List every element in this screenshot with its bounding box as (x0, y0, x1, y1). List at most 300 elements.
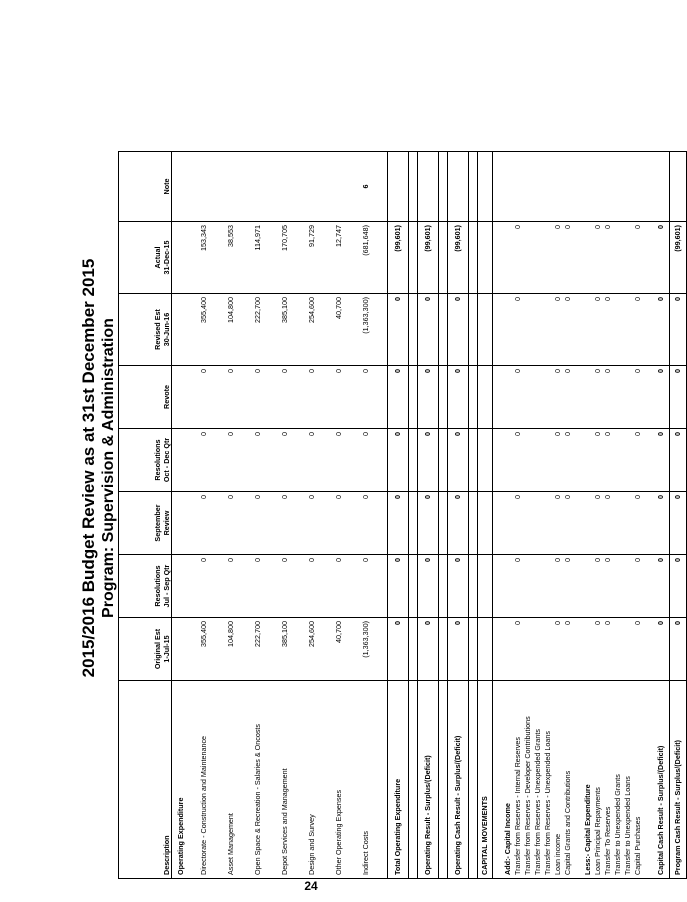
cell-orig: 0 (448, 618, 469, 681)
cell-sep (583, 492, 593, 555)
cell-r2 (523, 429, 533, 492)
cell-act (523, 222, 533, 294)
cell-orig: 222,700 (244, 618, 271, 681)
row-label: Transfer from Reserves - Unexpended Loans (543, 681, 553, 879)
program-title: Program: Supervision & Administration (100, 318, 117, 618)
cell-orig (523, 618, 533, 681)
cell-est (172, 294, 191, 366)
cell-sep: 0 (670, 492, 687, 555)
cell-r1: 0 (271, 555, 298, 618)
row-label: Operating Result - Surplus/(Deficit) (418, 681, 439, 879)
cell-r2: 0 (244, 429, 271, 492)
cell-r1: 0 (190, 555, 217, 618)
cell-r2 (478, 429, 493, 492)
cell-r1 (439, 555, 448, 618)
cell-est: 0 (448, 294, 469, 366)
cell-r2 (583, 429, 593, 492)
cell-note (533, 152, 543, 222)
cell-note (325, 152, 352, 222)
cell-act: (99,601) (448, 222, 469, 294)
cell-r2: 0 (653, 429, 670, 492)
cell-rev (439, 366, 448, 429)
row-label (409, 681, 418, 879)
cell-est (613, 294, 623, 366)
cell-r2 (439, 429, 448, 492)
table-row (448, 152, 469, 879)
table-row (172, 152, 191, 879)
cell-r1: 0 (418, 555, 439, 618)
table-row (573, 152, 583, 879)
row-label: Program Cash Result - Surplus/(Deficit) (670, 681, 687, 879)
cell-act: 12,747 (325, 222, 352, 294)
row-label: Loan Principal Repayments (593, 681, 603, 879)
cell-note (503, 152, 513, 222)
table-row (298, 152, 325, 879)
cell-act: (99,601) (388, 222, 409, 294)
cell-r1: 0 (513, 555, 523, 618)
col-sept-review: September Review (119, 492, 172, 555)
cell-rev: 0 (593, 366, 603, 429)
cell-sep (409, 492, 418, 555)
cell-note (653, 152, 670, 222)
row-label: Depot Services and Management (271, 681, 298, 879)
cell-rev: 0 (190, 366, 217, 429)
table-header-row (119, 152, 172, 879)
cell-orig: 0 (603, 618, 613, 681)
cell-act (379, 222, 388, 294)
cell-r2: 0 (217, 429, 244, 492)
cell-act (623, 222, 633, 294)
cell-rev: 0 (352, 366, 379, 429)
cell-r1 (503, 555, 513, 618)
cell-est: 385,100 (271, 294, 298, 366)
cell-r2 (409, 429, 418, 492)
cell-act: 0 (633, 222, 643, 294)
cell-act: (99,601) (670, 222, 687, 294)
cell-note (244, 152, 271, 222)
cell-rev: 0 (217, 366, 244, 429)
cell-note (418, 152, 439, 222)
cell-rev (543, 366, 553, 429)
cell-est: 355,400 (190, 294, 217, 366)
cell-sep: 0 (298, 492, 325, 555)
cell-note (217, 152, 244, 222)
cell-est (643, 294, 653, 366)
section-heading: Add:- Capital Income (503, 681, 513, 879)
table-row (670, 152, 687, 879)
page-title: 2015/2016 Budget Review as at 31st December 2015 (79, 258, 98, 678)
cell-note (553, 152, 563, 222)
cell-rev (623, 366, 633, 429)
cell-sep: 0 (388, 492, 409, 555)
cell-rev (478, 366, 493, 429)
cell-est (583, 294, 593, 366)
row-label: Loan income (553, 681, 563, 879)
cell-est: 0 (633, 294, 643, 366)
cell-sep: 0 (553, 492, 563, 555)
cell-est (543, 294, 553, 366)
cell-rev (469, 366, 478, 429)
col-res-jul-sep: Resolutions Jul - Sep Qtr (119, 555, 172, 618)
cell-r1: 0 (653, 555, 670, 618)
cell-act: 170,705 (271, 222, 298, 294)
cell-r1 (478, 555, 493, 618)
cell-r1 (409, 555, 418, 618)
cell-est (523, 294, 533, 366)
cell-orig: 0 (593, 618, 603, 681)
col-res-oct-dec: Resolutions Oct - Dec Qtr (119, 429, 172, 492)
cell-rev (379, 366, 388, 429)
cell-note (543, 152, 553, 222)
cell-est: 0 (653, 294, 670, 366)
cell-rev (533, 366, 543, 429)
table-row (543, 152, 553, 879)
cell-orig (533, 618, 543, 681)
cell-r1: 0 (325, 555, 352, 618)
cell-est: 40,700 (325, 294, 352, 366)
cell-sep (503, 492, 513, 555)
cell-sep (469, 492, 478, 555)
cell-note (493, 152, 504, 222)
cell-r2 (533, 429, 543, 492)
cell-orig: 254,600 (298, 618, 325, 681)
cell-note (593, 152, 603, 222)
table-row (418, 152, 439, 879)
cell-sep: 0 (325, 492, 352, 555)
cell-rev: 0 (553, 366, 563, 429)
col-description: Description (119, 681, 172, 879)
cell-rev: 0 (298, 366, 325, 429)
row-label (643, 681, 653, 879)
cell-r1 (523, 555, 533, 618)
cell-sep (533, 492, 543, 555)
cell-act (172, 222, 191, 294)
table-row (244, 152, 271, 879)
cell-rev: 0 (603, 366, 613, 429)
cell-est (623, 294, 633, 366)
cell-note (409, 152, 418, 222)
cell-act (583, 222, 593, 294)
row-label (439, 681, 448, 879)
row-label: Indirect Costs (352, 681, 379, 879)
row-label: Total Operating Expenditure (388, 681, 409, 879)
cell-act (613, 222, 623, 294)
cell-act: (681,648) (352, 222, 379, 294)
cell-orig (469, 618, 478, 681)
cell-rev: 0 (325, 366, 352, 429)
cell-note: 6 (352, 152, 379, 222)
cell-orig: 355,400 (190, 618, 217, 681)
row-label: Other Operating Expenses (325, 681, 352, 879)
cell-orig (623, 618, 633, 681)
cell-sep: 0 (603, 492, 613, 555)
cell-r1: 0 (563, 555, 573, 618)
cell-note (623, 152, 633, 222)
row-label: Capital Purchases (633, 681, 643, 879)
cell-orig (478, 618, 493, 681)
cell-sep: 0 (418, 492, 439, 555)
cell-rev: 0 (563, 366, 573, 429)
cell-est: 0 (593, 294, 603, 366)
cell-act (573, 222, 583, 294)
cell-est (533, 294, 543, 366)
cell-est: 0 (388, 294, 409, 366)
cell-note (298, 152, 325, 222)
cell-rev (172, 366, 191, 429)
section-heading: Operating Expenditure (172, 681, 191, 879)
cell-act (478, 222, 493, 294)
cell-sep (623, 492, 633, 555)
cell-r2 (469, 429, 478, 492)
cell-note (172, 152, 191, 222)
cell-act (469, 222, 478, 294)
cell-sep: 0 (513, 492, 523, 555)
cell-act: 0 (593, 222, 603, 294)
section-heading: CAPITAL MOVEMENTS (478, 681, 493, 879)
cell-est (493, 294, 504, 366)
cell-r2: 0 (388, 429, 409, 492)
cell-orig: 104,800 (217, 618, 244, 681)
cell-sep (643, 492, 653, 555)
cell-act: (99,601) (418, 222, 439, 294)
cell-note (478, 152, 493, 222)
cell-note (670, 152, 687, 222)
cell-r2: 0 (325, 429, 352, 492)
table-row (217, 152, 244, 879)
table-row (553, 152, 563, 879)
cell-est (478, 294, 493, 366)
cell-sep: 0 (448, 492, 469, 555)
col-actual: Actual 31-Dec-15 (119, 222, 172, 294)
cell-r1: 0 (388, 555, 409, 618)
cell-r1 (533, 555, 543, 618)
cell-r2: 0 (418, 429, 439, 492)
cell-note (583, 152, 593, 222)
cell-orig (573, 618, 583, 681)
cell-sep: 0 (190, 492, 217, 555)
row-label (379, 681, 388, 879)
cell-sep (573, 492, 583, 555)
cell-r1: 0 (244, 555, 271, 618)
table-row (643, 152, 653, 879)
cell-est (379, 294, 388, 366)
section-heading: Less:- Capital Expenditure (583, 681, 593, 879)
cell-note (469, 152, 478, 222)
row-label: Capital Cash Result - Surplus/(Deficit) (653, 681, 670, 879)
cell-note (388, 152, 409, 222)
cell-orig: 385,100 (271, 618, 298, 681)
row-label: Transfer from Reserves - Internal Reserves (513, 681, 523, 879)
cell-note (271, 152, 298, 222)
cell-r2: 0 (563, 429, 573, 492)
table-row (271, 152, 298, 879)
cell-note (643, 152, 653, 222)
cell-est: 0 (553, 294, 563, 366)
cell-r1: 0 (448, 555, 469, 618)
cell-act (643, 222, 653, 294)
cell-sep (478, 492, 493, 555)
cell-r2 (172, 429, 191, 492)
cell-sep (523, 492, 533, 555)
cell-r2: 0 (603, 429, 613, 492)
cell-r1 (583, 555, 593, 618)
cell-r1 (469, 555, 478, 618)
table-body (172, 152, 687, 879)
cell-act: 0 (553, 222, 563, 294)
row-label: Transfer To Reserves (603, 681, 613, 879)
cell-r1 (643, 555, 653, 618)
cell-rev: 0 (418, 366, 439, 429)
col-revised-est: Revised Est 30-Jun-16 (119, 294, 172, 366)
table-row (653, 152, 670, 879)
cell-note (439, 152, 448, 222)
cell-note (523, 152, 533, 222)
cell-rev (493, 366, 504, 429)
cell-est: 0 (563, 294, 573, 366)
cell-r1: 0 (633, 555, 643, 618)
cell-note (379, 152, 388, 222)
cell-r2: 0 (593, 429, 603, 492)
row-label: Transfer to Unexpended Loans (623, 681, 633, 879)
cell-rev (573, 366, 583, 429)
col-original-est: Original Est 1-Jul-15 (119, 618, 172, 681)
cell-r2 (493, 429, 504, 492)
table-row (439, 152, 448, 879)
cell-r2: 0 (448, 429, 469, 492)
table-row (633, 152, 643, 879)
table-row (190, 152, 217, 879)
cell-act: 153,343 (190, 222, 217, 294)
row-label: Open Space & Recreation - Salaries & Oncosts (244, 681, 271, 879)
cell-act (533, 222, 543, 294)
cell-orig: 40,700 (325, 618, 352, 681)
cell-note (563, 152, 573, 222)
cell-orig: 0 (513, 618, 523, 681)
cell-r2: 0 (553, 429, 563, 492)
cell-r2: 0 (633, 429, 643, 492)
cell-est: 0 (513, 294, 523, 366)
budget-table (118, 151, 687, 879)
table-row (613, 152, 623, 879)
cell-r2 (573, 429, 583, 492)
cell-rev: 0 (271, 366, 298, 429)
cell-orig (543, 618, 553, 681)
cell-rev: 0 (653, 366, 670, 429)
cell-r1 (379, 555, 388, 618)
cell-r2: 0 (352, 429, 379, 492)
cell-r2 (643, 429, 653, 492)
table-row (325, 152, 352, 879)
cell-r2 (503, 429, 513, 492)
cell-note (448, 152, 469, 222)
cell-act: 0 (513, 222, 523, 294)
row-label (469, 681, 478, 879)
cell-est (573, 294, 583, 366)
cell-rev (643, 366, 653, 429)
cell-sep (493, 492, 504, 555)
cell-orig (583, 618, 593, 681)
table-row (388, 152, 409, 879)
cell-orig: 0 (553, 618, 563, 681)
table-row (493, 152, 504, 879)
table-row (593, 152, 603, 879)
cell-r2: 0 (513, 429, 523, 492)
cell-sep: 0 (633, 492, 643, 555)
cell-r2 (379, 429, 388, 492)
table-row (379, 152, 388, 879)
cell-rev (583, 366, 593, 429)
cell-r2: 0 (190, 429, 217, 492)
table-row (623, 152, 633, 879)
cell-est: 222,700 (244, 294, 271, 366)
col-revote: Revote (119, 366, 172, 429)
cell-note (190, 152, 217, 222)
table-row (478, 152, 493, 879)
cell-r1 (623, 555, 633, 618)
cell-act (409, 222, 418, 294)
cell-rev (503, 366, 513, 429)
cell-orig: 0 (563, 618, 573, 681)
row-label: Capital Grants and Contributions (563, 681, 573, 879)
cell-act: 38,553 (217, 222, 244, 294)
cell-orig: 0 (670, 618, 687, 681)
cell-orig (493, 618, 504, 681)
cell-est (409, 294, 418, 366)
cell-rev: 0 (513, 366, 523, 429)
cell-est (439, 294, 448, 366)
cell-orig (172, 618, 191, 681)
row-label: Transfer to Unexpended Grants (613, 681, 623, 879)
page-number: 24 (304, 879, 318, 893)
table-row (583, 152, 593, 879)
cell-rev (409, 366, 418, 429)
cell-sep: 0 (352, 492, 379, 555)
cell-orig (409, 618, 418, 681)
cell-rev (523, 366, 533, 429)
row-label: Transfer from Reserves - Developer Contributions (523, 681, 533, 879)
cell-r1: 0 (603, 555, 613, 618)
row-label (493, 681, 504, 879)
cell-r1 (172, 555, 191, 618)
row-label: Operating Cash Result - Surplus/(Deficit) (448, 681, 469, 879)
cell-orig (613, 618, 623, 681)
cell-rev: 0 (244, 366, 271, 429)
table-row (409, 152, 418, 879)
row-label: Directorate - Construction and Maintenance (190, 681, 217, 879)
cell-r1 (573, 555, 583, 618)
cell-r2 (613, 429, 623, 492)
cell-sep: 0 (593, 492, 603, 555)
cell-orig: 0 (388, 618, 409, 681)
cell-est (503, 294, 513, 366)
cell-r1 (493, 555, 504, 618)
cell-sep: 0 (563, 492, 573, 555)
table-row (513, 152, 523, 879)
cell-est: 0 (418, 294, 439, 366)
row-label (573, 681, 583, 879)
cell-rev (613, 366, 623, 429)
cell-rev: 0 (633, 366, 643, 429)
col-note: Note (119, 152, 172, 222)
cell-r2 (543, 429, 553, 492)
table-row (603, 152, 613, 879)
cell-sep (379, 492, 388, 555)
cell-act (493, 222, 504, 294)
cell-rev: 0 (388, 366, 409, 429)
cell-r1: 0 (217, 555, 244, 618)
cell-act: 0 (563, 222, 573, 294)
cell-sep (172, 492, 191, 555)
